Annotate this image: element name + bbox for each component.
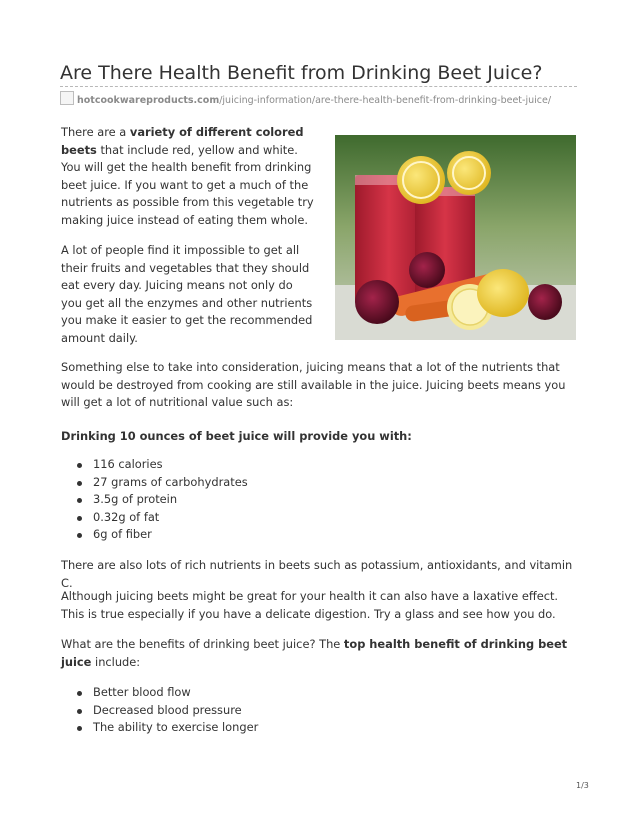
bullet-dot-icon [77, 709, 82, 714]
list-item-text: Better blood flow [93, 685, 191, 699]
list-item [61, 456, 248, 474]
bullet-dot-icon [77, 498, 82, 503]
list-item [61, 491, 248, 509]
list-item-text: Decreased blood pressure [93, 702, 242, 717]
intro-text-1: There are a [61, 125, 130, 139]
bullet-dot-icon [77, 481, 82, 486]
page-title: Are There Health Benefit from Drinking Beet Juice? [60, 62, 543, 84]
benefits-list [61, 684, 258, 737]
list-item [61, 719, 258, 737]
list-item [61, 509, 248, 527]
list-item [61, 684, 258, 702]
bullet-dot-icon [77, 726, 82, 731]
bullet-dot-icon [77, 691, 82, 696]
fifth-paragraph: Although juicing beets might be great for your health it can also have a laxative effect. This is true especially if you have a delicate digestion. Try a glass and see how you do. [61, 589, 559, 621]
list-item-text: 27 grams of carbohydrates [93, 474, 248, 489]
sixth-paragraph [61, 636, 581, 671]
list-item [61, 474, 248, 492]
list-item-text: The ability to exercise longer [93, 720, 259, 735]
nutrients-list [61, 456, 248, 544]
bullet-dot-icon [77, 516, 82, 521]
nutrients-heading [61, 428, 581, 446]
list-item-text: 3.5g of protein [93, 492, 178, 507]
list-item-text: 0.32g of fat [93, 509, 160, 524]
intro-bold-link[interactable]: variety of different colored beets [61, 125, 304, 157]
beet-juice-photo [335, 135, 576, 340]
page-favicon-icon [60, 91, 74, 105]
bullet-dot-icon [77, 533, 82, 538]
fourth-paragraph: There are also lots of rich nutrients in beets such as potassium, antioxidants, and vitamin C. [61, 558, 573, 590]
benefits-text-1: What are the benefits of drinking beet juice? The [61, 637, 344, 651]
source-domain-link[interactable]: hotcookwareproducts.com [77, 95, 220, 106]
source-path-link[interactable]: /juicing-information/are-there-health-benefit-from-drinking-beet-juice/ [219, 95, 552, 106]
benefits-text-2: include: [91, 654, 141, 669]
bullet-dot-icon [77, 463, 82, 468]
page-number: 1/3 [576, 781, 589, 790]
benefits-bold-link[interactable]: top health benefit of drinking beet juice [61, 637, 568, 669]
list-item-text: 6g of fiber [93, 527, 152, 542]
list-item [61, 702, 258, 720]
intro-paragraph [61, 124, 315, 230]
list-item-text: 116 calories [93, 457, 163, 471]
nutrients-heading-text: Drinking 10 ounces of beet juice will provide you with: [61, 429, 412, 443]
intro-text-2: that include red, yellow and white. You will get the health benefit from drinking beet juice. If you want to get a much of the nutrients as possible from this vegetable try making juice instead of eating them whole. [61, 142, 314, 227]
title-divider [60, 86, 577, 87]
second-paragraph: A lot of people find it impossible to get all their fruits and vegetables that they should eat every day. Juicing means not only do you get all the enzymes and other nutrients you make it easier to get the recommended amount daily. [61, 243, 313, 345]
third-paragraph: Something else to take into consideration, juicing means that a lot of the nutrients that would be destroyed from cooking are still available in the juice. Juicing beets means you will get a lot of nutritional value such as: [61, 360, 566, 410]
list-item [61, 526, 248, 544]
source-line [60, 91, 551, 105]
